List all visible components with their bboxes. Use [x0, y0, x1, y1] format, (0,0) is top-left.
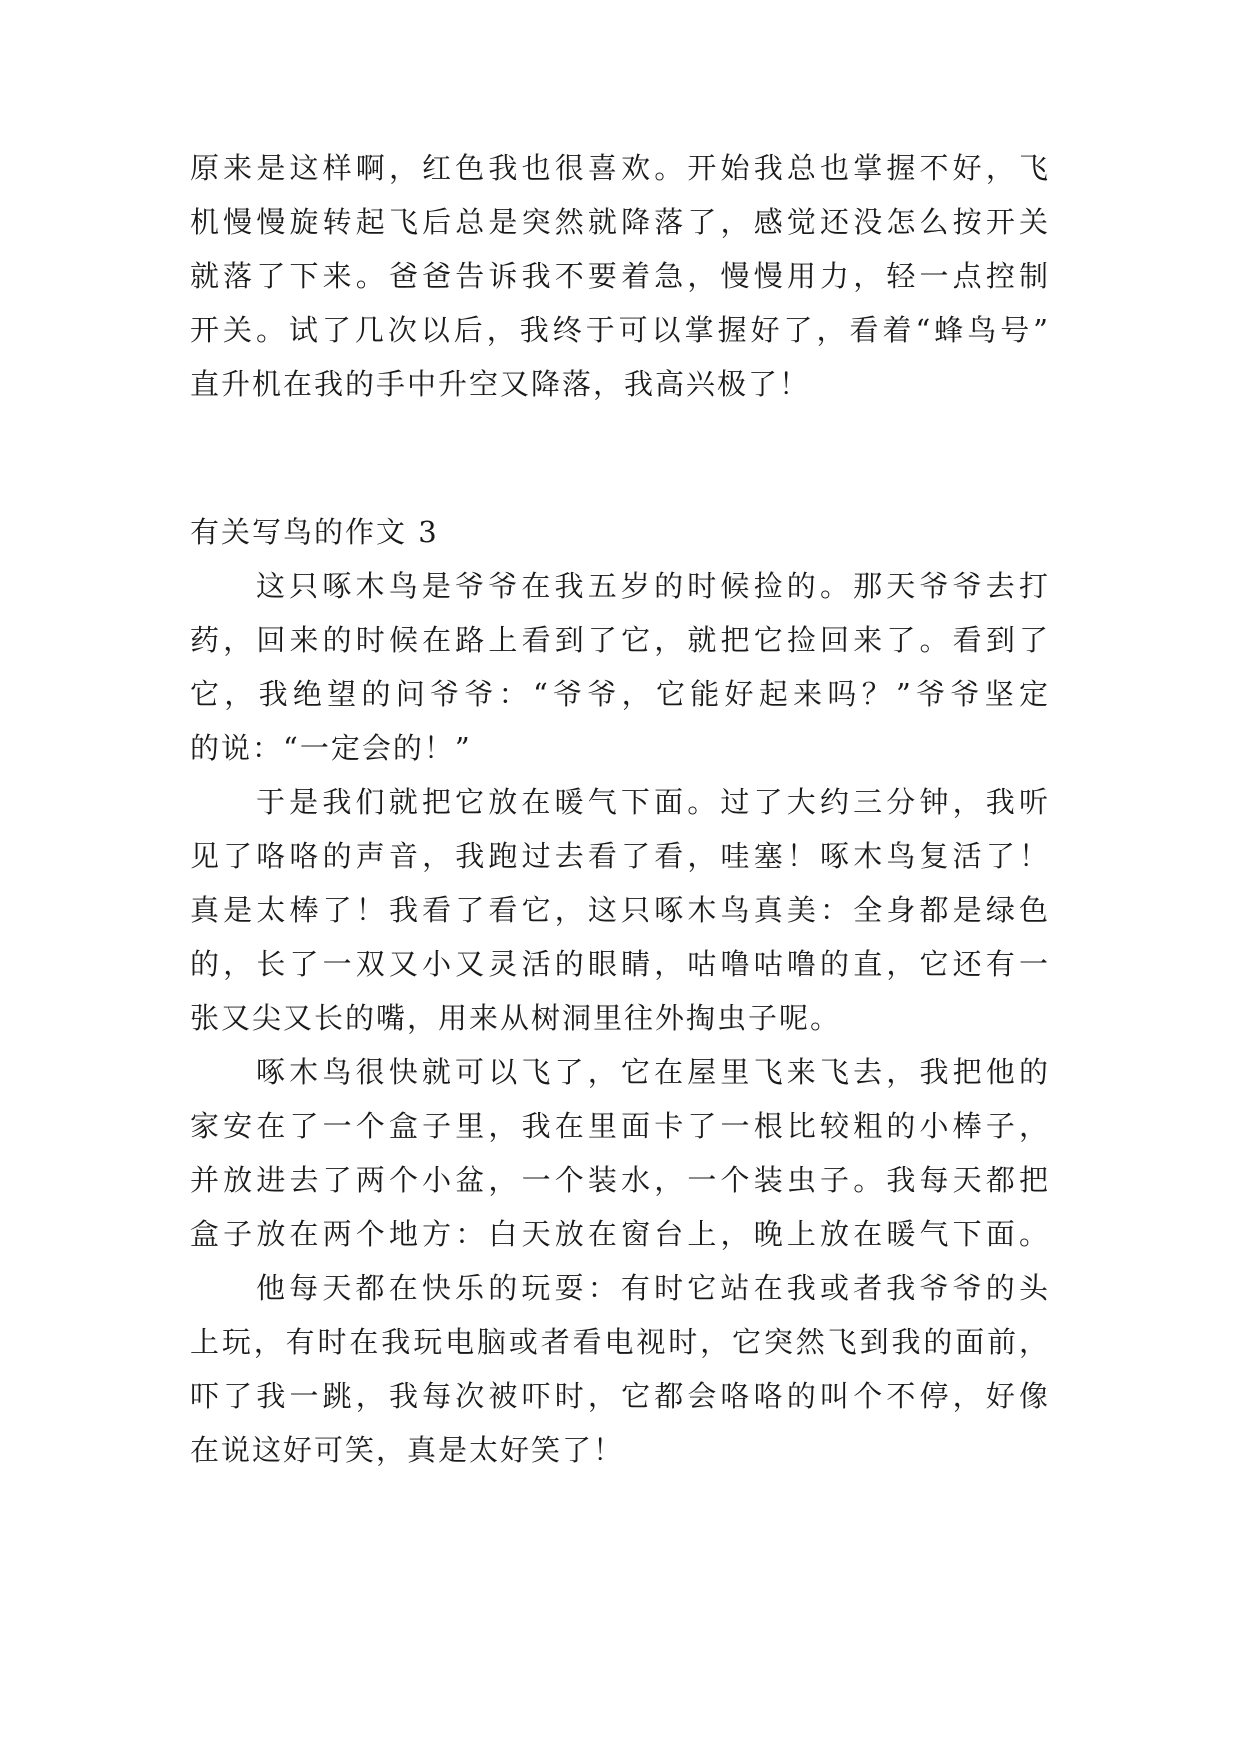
paragraph-line: 啄木鸟很快就可以飞了，它在屋里飞来飞去，我把他的 — [256, 1055, 1050, 1089]
paragraph-line: 的，长了一双又小又灵活的眼睛，咕噜咕噜的直，它还有一 — [190, 947, 1050, 981]
paragraph-line: 在说这好可笑，真是太好笑了！ — [190, 1433, 625, 1467]
paragraph-line: 真是太棒了！我看了看它，这只啄木鸟真美：全身都是绿色 — [190, 893, 1050, 927]
paragraph-line: 它，我绝望的问爷爷：“爷爷，它能好起来吗？”爷爷坚定 — [190, 677, 1050, 711]
paragraph-line: 原来是这样啊，红色我也很喜欢。开始我总也掌握不好，飞 — [190, 151, 1050, 185]
paragraph-line: 并放进去了两个小盆，一个装水，一个装虫子。我每天都把 — [190, 1163, 1050, 1197]
paragraph-line: 盒子放在两个地方：白天放在窗台上，晚上放在暖气下面。 — [190, 1217, 1050, 1251]
paragraph-line: 药，回来的时候在路上看到了它，就把它捡回来了。看到了 — [190, 623, 1050, 657]
paragraph-line: 上玩，有时在我玩电脑或者看电视时，它突然飞到我的面前， — [190, 1325, 1050, 1359]
paragraph-line: 张又尖又长的嘴，用来从树洞里往外掏虫子呢。 — [190, 1001, 842, 1035]
paragraph-line: 见了咯咯的声音，我跑过去看了看，哇塞！啄木鸟复活了！ — [190, 839, 1050, 873]
section-title: 有关写鸟的作文 3 — [190, 515, 439, 549]
paragraph-line: 机慢慢旋转起飞后总是突然就降落了，感觉还没怎么按开关 — [190, 205, 1050, 239]
paragraph-line: 这只啄木鸟是爷爷在我五岁的时候捡的。那天爷爷去打 — [256, 569, 1050, 603]
paragraph-line: 就落了下来。爸爸告诉我不要着急，慢慢用力，轻一点控制 — [190, 259, 1050, 293]
paragraph-line: 的说：“一定会的！” — [190, 731, 472, 765]
paragraph-line: 家安在了一个盒子里，我在里面卡了一根比较粗的小棒子， — [190, 1109, 1050, 1143]
paragraph-line: 开关。试了几次以后，我终于可以掌握好了，看着“蜂鸟号” — [190, 313, 1050, 347]
paragraph-line: 直升机在我的手中升空又降落，我高兴极了！ — [190, 367, 811, 401]
paragraph-line: 于是我们就把它放在暖气下面。过了大约三分钟，我听 — [256, 785, 1050, 819]
paragraph-line: 他每天都在快乐的玩耍：有时它站在我或者我爷爷的头 — [256, 1271, 1050, 1305]
paragraph-line: 吓了我一跳，我每次被吓时，它都会咯咯的叫个不停，好像 — [190, 1379, 1050, 1413]
